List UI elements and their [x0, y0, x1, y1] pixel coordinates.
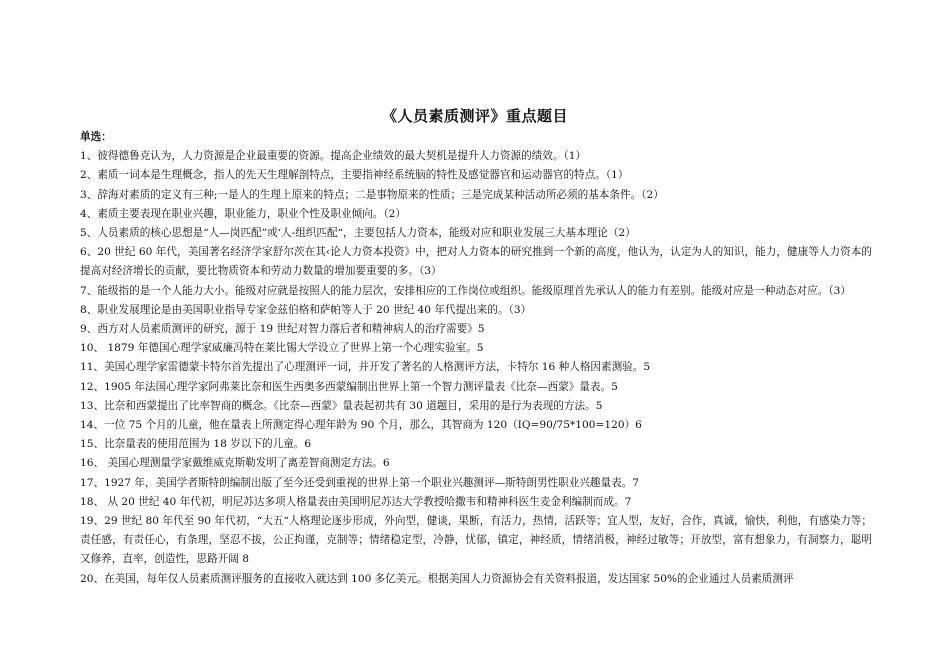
list-item: 17、1927 年，美国学者斯特朗编制出版了至今还受到重视的世界上第一个职业兴趣测评—斯特朗男性职业兴趣量表。7 [80, 476, 640, 489]
list-item: 5、人员素质的核心思想是“人—岗匹配”或‘人-组织匹配“，主要包括人力资本，能级对应和职业发展三大基本理论（2） [80, 227, 636, 240]
list-item: 14、一位 75 个月的儿童，他在量表上所测定得心理年龄为 90 个月，那么，其智商为 120（IQ=90/75*100=120）6 [80, 419, 642, 432]
list-item: 4、素质主要表现在职业兴趣，职业能力，职业个性及职业倾向。（2） [80, 207, 406, 220]
list-item: 11、美国心理学家雷德蒙卡特尔首先提出了心理测评一词，并开发了著名的人格测评方法，卡特尔 16 种人格因素测验。5 [80, 361, 651, 374]
list-item: 19、29 世纪 80 年代至 90 年代初，“大五“人格理论逐步形成，外向型，健谈，果断，有活力，热情，活跃等；宜人型，友好，合作，真诚，愉快，利他，有感染力等；责任感，有责任心，有条理，坚忍不拔，公正拘谨，克制等；情绪稳定型，冷静，忧郁，镇定，神经质，情绪消极，神经过敏等；开放型，富有想象力，有洞察力，聪明又修养，直率，创造性，思路开阔 8 [80, 515, 872, 566]
list-item: 13、比奈和西蒙提出了比率智商的概念。《比奈—西蒙》量表起初共有 30 道题目，采用的是行为表现的方法。5 [80, 399, 603, 412]
list-item: 2、素质一词本是生理概念，指人的先天生理解剖特点，主要指神经系统脑的特性及感觉器官和运动器官的特点。（1） [80, 169, 629, 182]
list-item: 18、 从 20 世纪 40 年代初，明尼苏达多项人格量表由美国明尼苏达大学教授哈撒韦和精神科医生麦金利编制而成。7 [80, 495, 632, 508]
list-item: 12、1905 年法国心理学家阿弗莱比奈和医生西奥多西蒙编制出世界上第一个智力测评量表《比奈—西蒙》量表。5 [80, 380, 618, 393]
list-item: 16、 美国心理测量学家戴维威克斯勒发明了离差智商测定方法。6 [80, 457, 390, 470]
list-item: 8、职业发展理论是由美国职业指导专家金兹伯格和萨帕等人于 20 世纪 40 年代提出来的。（3） [80, 303, 532, 316]
list-item: 6、20 世纪 60 年代，美国著名经济学家舒尔茨在其‹论人力资本投资》中，把对人力资本的研究推到一个新的高度，他认为，认定为人的知识，能力，健康等人力资本的提高对经济增长的贡献，要比物质资本和劳动力数量的增加要重要的多。（3） [80, 246, 872, 278]
list-item: 7、能级指的是一个人能力大小。能级对应就是按照人的能力层次，安排相应的工作岗位或组织。能级原理首先承认人的能力有差别。能级对应是一种动态对应。（3） [80, 284, 851, 297]
section-label: 单选： [80, 131, 112, 143]
list-item: 20、在美国，每年仅人员素质测评服务的直接收入就达到 100 多亿美元。根据美国人力资源协会有关资料报道，发达国家 50%的企业通过人员素质测评 [80, 572, 794, 585]
list-item: 1、彼得德鲁克认为，人力资源是企业最重要的资源。提高企业绩效的最大契机是提升人力资源的绩效。（1） [80, 150, 587, 163]
list-item: 9、西方对人员素质测评的研究，源于 19 世纪对智力落后者和精神病人的治疗需要》5 [80, 323, 485, 336]
list-item: 10、 1879 年德国心理学家威廉冯特在莱比锡大学设立了世界上第一个心理实验室。5 [80, 342, 484, 355]
list-item: 3、辞海对素质的定义有三种;一是人的生理上原来的特点；二是事物原来的性质；三是完成某种活动所必须的基本条件。（2） [80, 188, 664, 201]
document-title: 《人员素质测评》重点题目 [381, 107, 568, 125]
list-item: 15、比奈量表的使用范围为 18 岁以下的儿童。6 [80, 438, 312, 451]
document-body [80, 128, 872, 589]
